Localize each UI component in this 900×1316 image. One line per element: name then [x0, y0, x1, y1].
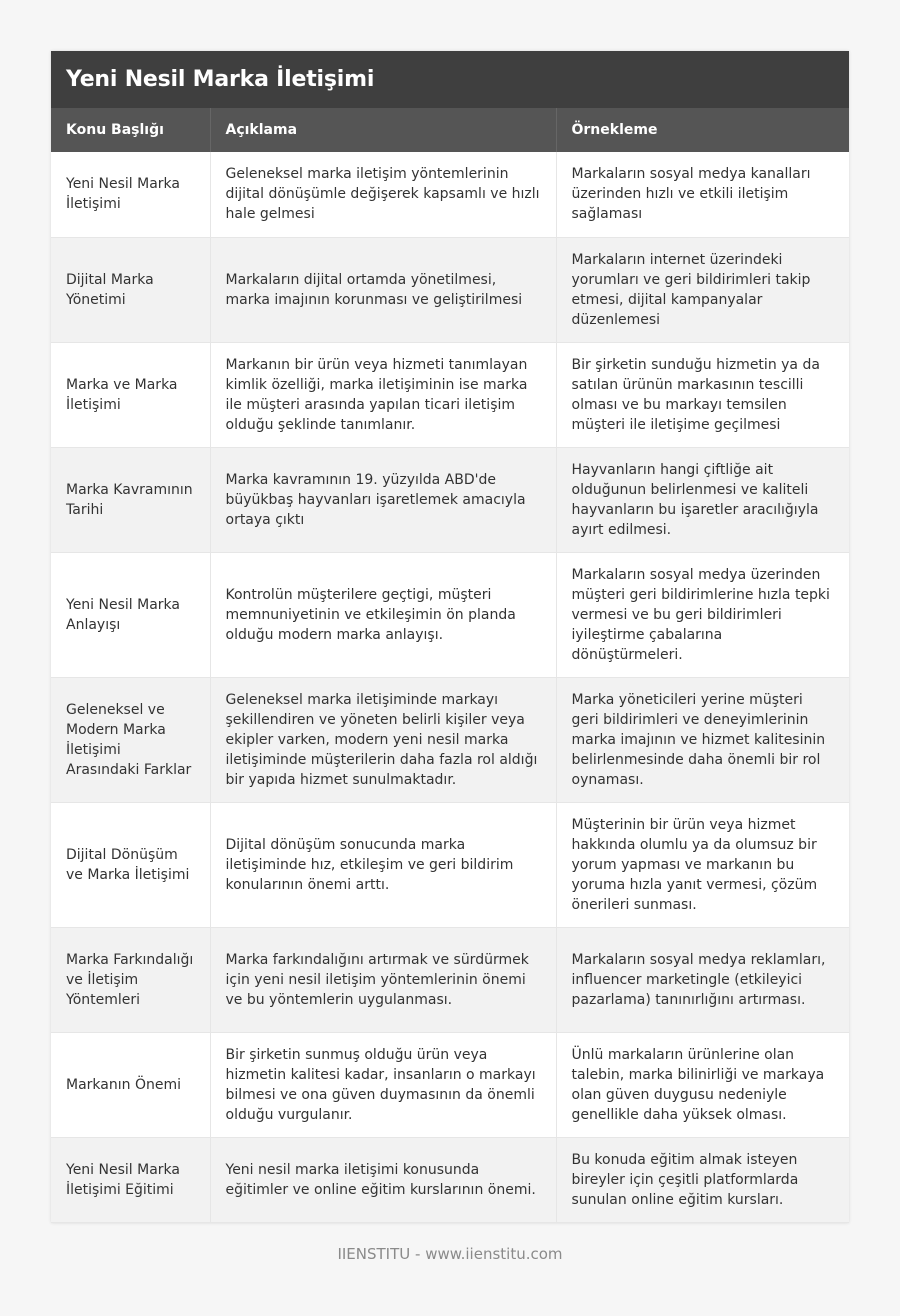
page-title: Yeni Nesil Marka İletişimi [66, 67, 375, 92]
cell-topic: Geleneksel ve Modern Marka İletişimi Arasındaki Farklar [51, 677, 210, 802]
cell-example: Müşterinin bir ürün veya hizmet hakkında olumlu ya da olumsuz bir yorum yapması ve markanın bu yoruma hızla yanıt vermesi, çözüm önerileri sunması. [556, 802, 849, 927]
header-description: Açıklama [210, 108, 556, 152]
cell-description: Markanın bir ürün veya hizmeti tanımlayan kimlik özelliği, marka iletişiminin ise marka ile müşteri arasında yapılan ticari iletişim olduğu şeklinde tanımlanır. [210, 342, 556, 447]
cell-example: Ünlü markaların ürünlerine olan talebin, marka bilinirliği ve markaya olan güven duygusu nedeniyle genellikle daha yüksek olması. [556, 1032, 849, 1137]
title-bar [51, 51, 849, 108]
header-topic: Konu Başlığı [51, 108, 210, 152]
footer-credit: IIENSTITU - www.iienstitu.com [337, 1245, 563, 1263]
table-card [51, 51, 849, 1223]
cell-example: Markaların sosyal medya reklamları, influencer marketingle (etkileyici pazarlama) tanınırlığını artırması. [556, 927, 849, 1032]
table-row [51, 1032, 849, 1137]
content-table [51, 108, 849, 1223]
cell-example: Markaların sosyal medya kanalları üzerinden hızlı ve etkili iletişim sağlaması [556, 152, 849, 237]
table-row [51, 1137, 849, 1222]
cell-topic: Marka Farkındalığı ve İletişim Yöntemleri [51, 927, 210, 1032]
cell-example: Marka yöneticileri yerine müşteri geri bildirimleri ve deneyimlerinin marka imajının ve hizmet kalitesinin belirlenmesinde daha önemli bir rol oynaması. [556, 677, 849, 802]
cell-description: Markaların dijital ortamda yönetilmesi, marka imajının korunması ve geliştirilmesi [210, 237, 556, 342]
cell-example: Markaların sosyal medya üzerinden müşteri geri bildirimlerine hızla tepki vermesi ve bu geri bildirimleri iyileştirme çabalarına dönüştürmeleri. [556, 552, 849, 677]
cell-topic: Markanın Önemi [51, 1032, 210, 1137]
cell-topic: Dijital Marka Yönetimi [51, 237, 210, 342]
cell-description: Marka farkındalığını artırmak ve sürdürmek için yeni nesil iletişim yöntemlerinin önemi ve bu yöntemlerin uygulanması. [210, 927, 556, 1032]
cell-topic: Marka Kavramının Tarihi [51, 447, 210, 552]
table-row [51, 802, 849, 927]
table-row [51, 152, 849, 237]
cell-topic: Dijital Dönüşüm ve Marka İletişimi [51, 802, 210, 927]
table-row [51, 447, 849, 552]
cell-description: Geleneksel marka iletişiminde markayı şekillendiren ve yöneten belirli kişiler veya ekipler varken, modern yeni nesil marka iletişiminde müşterilerin daha fazla rol aldığı bir yapıda hizmet sunulmaktadır. [210, 677, 556, 802]
cell-topic: Yeni Nesil Marka İletişimi [51, 152, 210, 237]
table-row [51, 552, 849, 677]
cell-description: Dijital dönüşüm sonucunda marka iletişiminde hız, etkileşim ve geri bildirim konularının önemi arttı. [210, 802, 556, 927]
cell-topic: Yeni Nesil Marka Anlayışı [51, 552, 210, 677]
cell-description: Kontrolün müşterilere geçtigi, müşteri memnuniyetinin ve etkileşimin ön planda olduğu modern marka anlayışı. [210, 552, 556, 677]
cell-example: Bir şirketin sunduğu hizmetin ya da satılan ürünün markasının tescilli olması ve bu markayı temsilen müşteri ile iletişime geçilmesi [556, 342, 849, 447]
table-row [51, 677, 849, 802]
table-row [51, 237, 849, 342]
cell-description: Marka kavramının 19. yüzyılda ABD'de büyükbaş hayvanları işaretlemek amacıyla ortaya çıktı [210, 447, 556, 552]
table-row [51, 927, 849, 1032]
header-example: Örnekleme [556, 108, 849, 152]
cell-example: Markaların internet üzerindeki yorumları ve geri bildirimleri takip etmesi, dijital kampanyalar düzenlemesi [556, 237, 849, 342]
table-row [51, 342, 849, 447]
cell-description: Bir şirketin sunmuş olduğu ürün veya hizmetin kalitesi kadar, insanların o markayı bilmesi ve ona güven duymasının da önemli olduğu vurgulanır. [210, 1032, 556, 1137]
header-row [51, 108, 849, 152]
cell-topic: Marka ve Marka İletişimi [51, 342, 210, 447]
cell-example: Hayvanların hangi çiftliğe ait olduğunun belirlenmesi ve kaliteli hayvanların bu işaretler aracılığıyla ayırt edilmesi. [556, 447, 849, 552]
cell-description: Geleneksel marka iletişim yöntemlerinin dijital dönüşümle değişerek kapsamlı ve hızlı hale gelmesi [210, 152, 556, 237]
cell-description: Yeni nesil marka iletişimi konusunda eğitimler ve online eğitim kurslarının önemi. [210, 1137, 556, 1222]
table-body [51, 152, 849, 1222]
cell-example: Bu konuda eğitim almak isteyen bireyler için çeşitli platformlarda sunulan online eğitim kursları. [556, 1137, 849, 1222]
cell-topic: Yeni Nesil Marka İletişimi Eğitimi [51, 1137, 210, 1222]
